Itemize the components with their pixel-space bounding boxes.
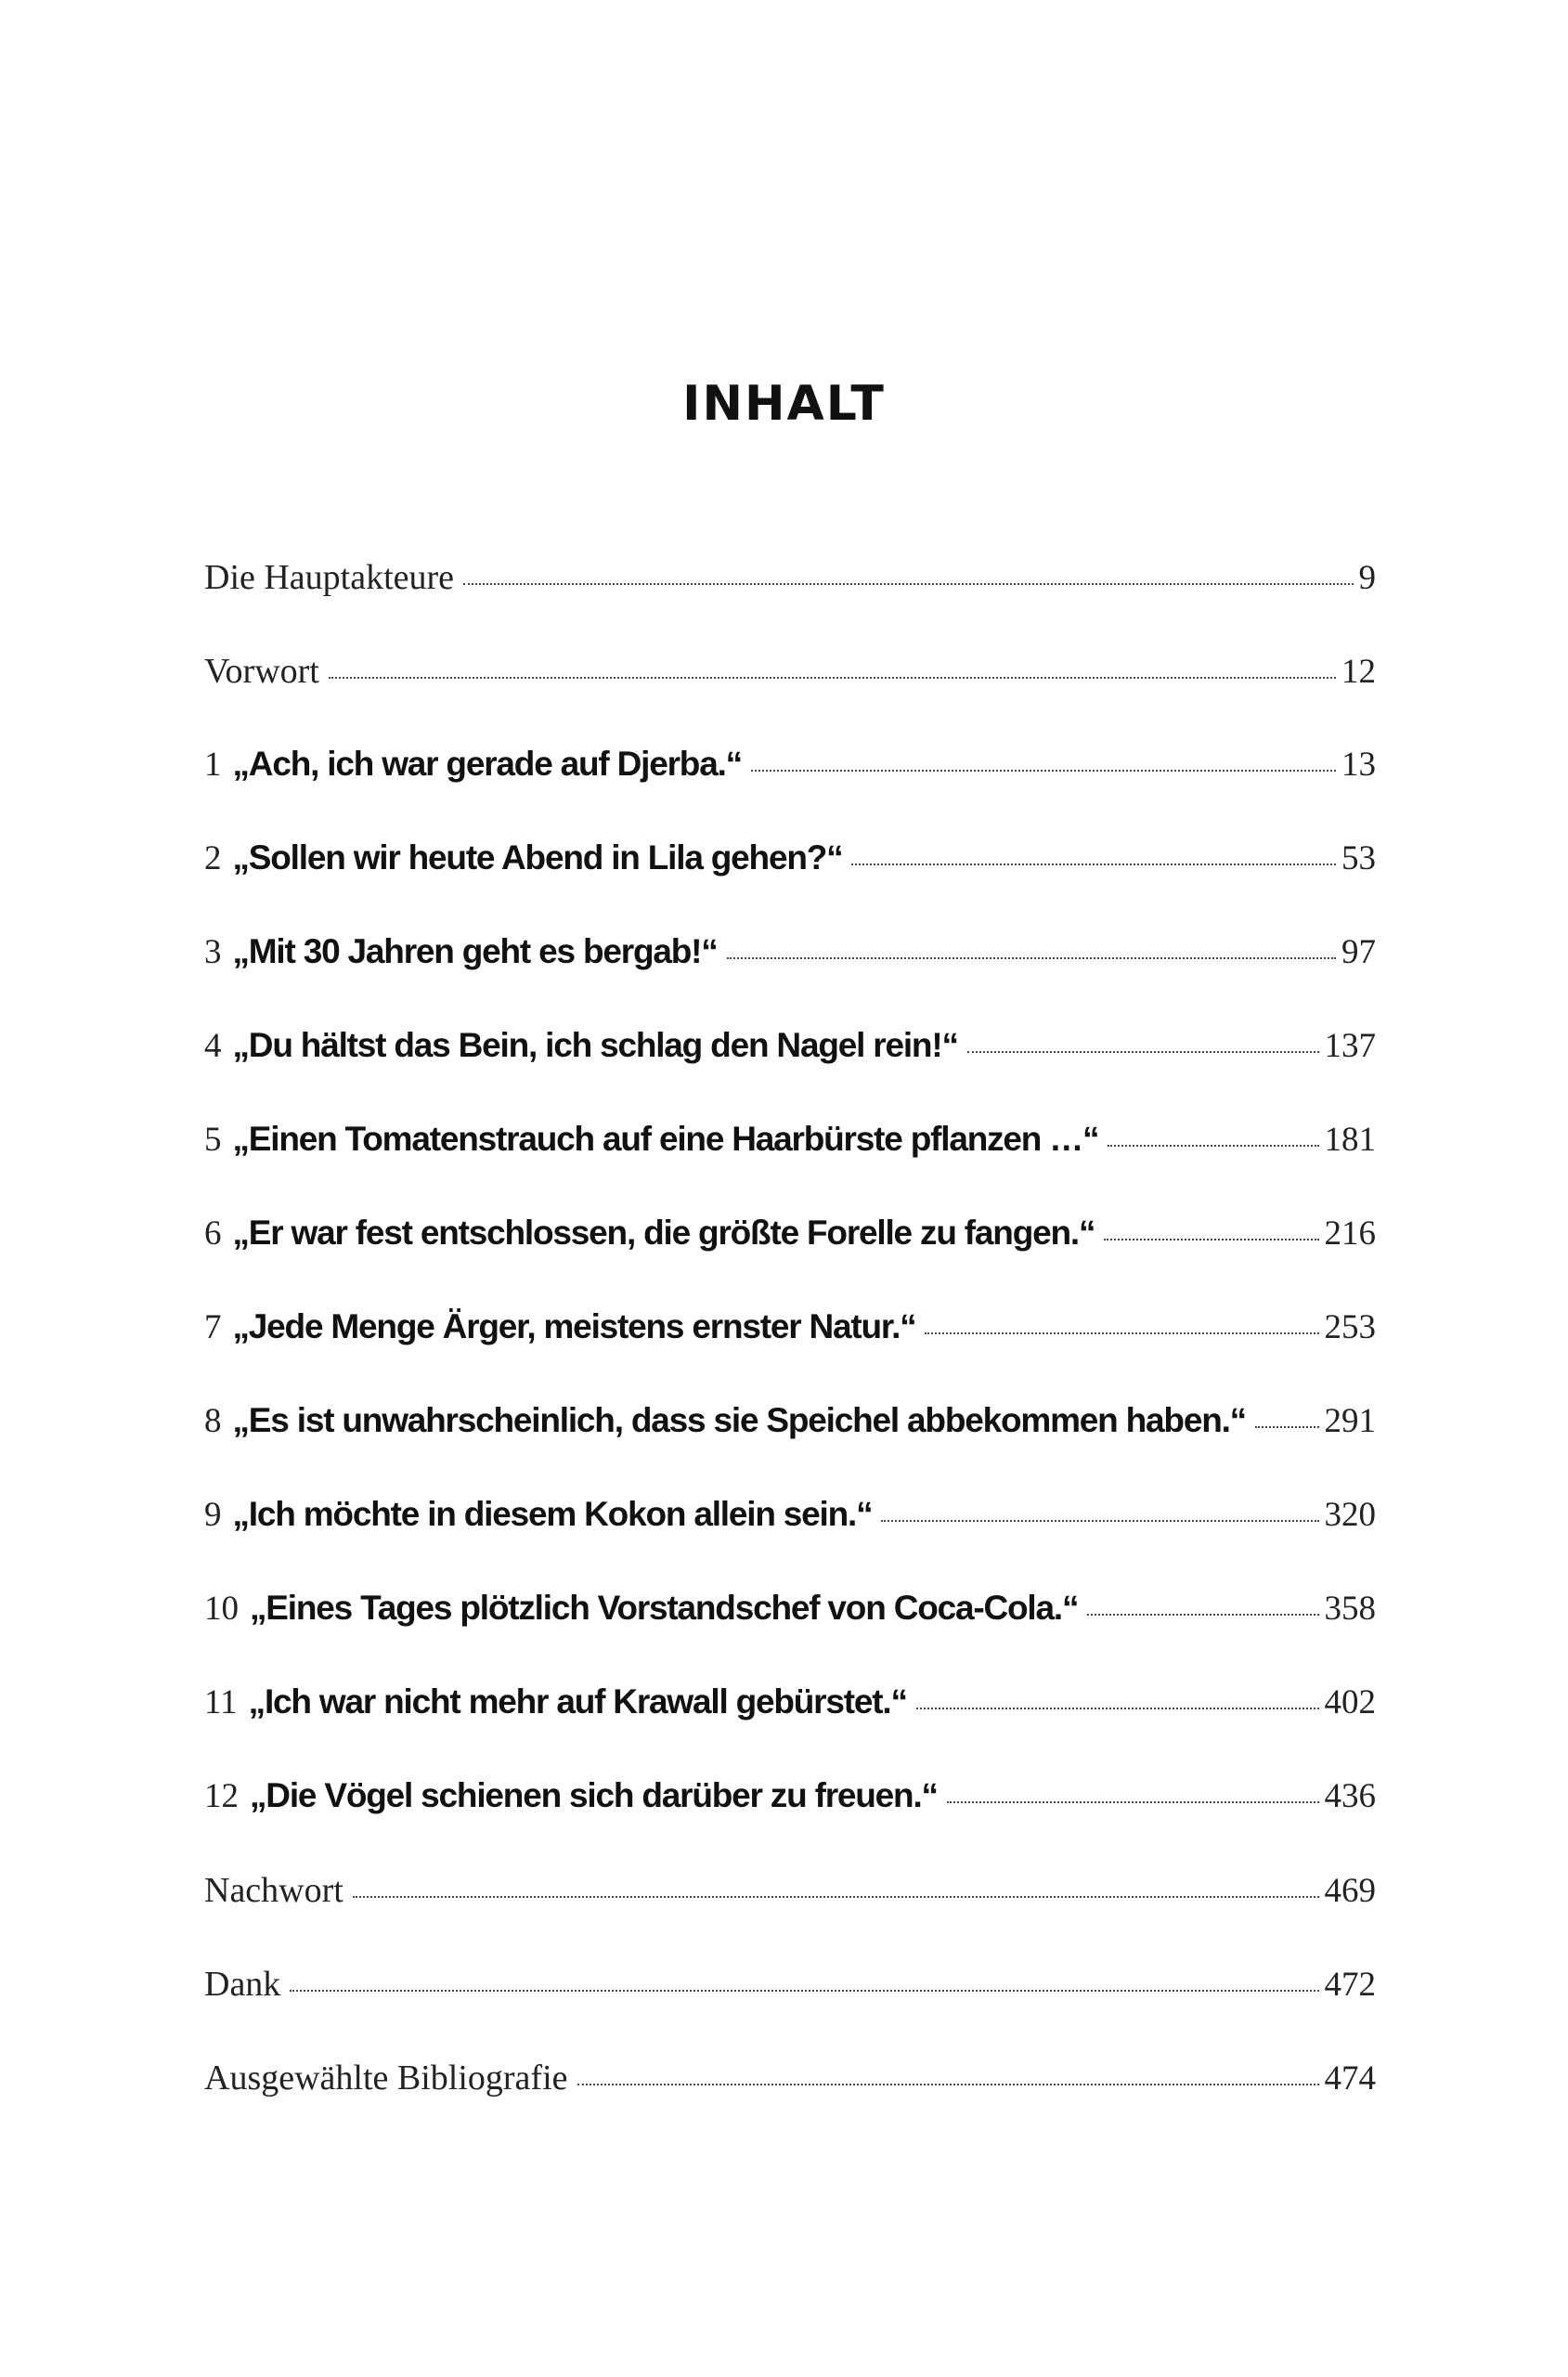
toc-entry-label: Die Hauptakteure	[204, 558, 455, 597]
toc-entry-label: „Es ist unwahrscheinlich, dass sie Speichel abbekommen haben.“	[232, 1401, 1246, 1439]
chapter-number: 3	[204, 933, 222, 971]
dot-leader	[881, 1520, 1318, 1522]
dot-leader	[967, 1051, 1319, 1053]
chapter-number: 9	[204, 1496, 222, 1534]
toc-entry-chapter-6[interactable]	[204, 1214, 1376, 1307]
toc-page-number: 402	[1324, 1683, 1376, 1721]
toc-page-number: 469	[1324, 1872, 1376, 1910]
toc-entry-dank[interactable]	[204, 1964, 1376, 2058]
toc-page-number: 320	[1324, 1496, 1376, 1534]
chapter-number: 2	[204, 839, 222, 877]
chapter-number: 1	[204, 746, 222, 784]
toc-page-number: 181	[1324, 1121, 1376, 1159]
chapter-number: 5	[204, 1121, 222, 1159]
dot-leader	[1108, 1145, 1318, 1147]
dot-leader	[353, 1896, 1319, 1898]
toc-entry-label: „Die Vögel schienen sich darüber zu freuen.“	[250, 1776, 938, 1814]
dot-leader	[916, 1708, 1319, 1709]
toc-entry-chapter-2[interactable]	[204, 838, 1376, 932]
dot-leader	[1104, 1239, 1318, 1240]
toc-entry-chapter-5[interactable]	[204, 1120, 1376, 1214]
toc-entry-label: „Du hältst das Bein, ich schlag den Nagel rein!“	[232, 1026, 958, 1064]
toc-entry-vorwort[interactable]	[204, 651, 1376, 745]
dot-leader	[577, 2084, 1319, 2085]
dot-leader	[1087, 1614, 1318, 1616]
dot-leader	[329, 677, 1336, 679]
toc-page-number: 291	[1324, 1402, 1376, 1440]
dot-leader	[925, 1332, 1318, 1334]
toc-entry-label: „Einen Tomatenstrauch auf eine Haarbürste pflanzen …“	[232, 1120, 1099, 1158]
dot-leader	[851, 864, 1336, 865]
toc-page-number: 53	[1341, 839, 1376, 877]
toc-entry-label: „Sollen wir heute Abend in Lila gehen?“	[232, 838, 843, 877]
toc-page-number: 436	[1324, 1777, 1376, 1815]
toc-entry-label: „Jede Menge Ärger, meistens ernster Natur.“	[232, 1307, 916, 1345]
chapter-number: 10	[204, 1590, 239, 1628]
toc-page-number: 97	[1341, 933, 1376, 971]
toc-entry-hauptakteure[interactable]	[204, 557, 1376, 651]
toc-entry-chapter-9[interactable]	[204, 1495, 1376, 1589]
toc-page-number: 12	[1341, 653, 1376, 691]
toc-entry-label: „Er war fest entschlossen, die größte Forelle zu fangen.“	[232, 1214, 1095, 1252]
page-title: INHALT	[682, 376, 886, 432]
dot-leader	[1255, 1426, 1319, 1428]
toc-page-number: 474	[1324, 2059, 1376, 2098]
toc-entry-chapter-7[interactable]	[204, 1307, 1376, 1401]
toc-entry-chapter-10[interactable]	[204, 1589, 1376, 1682]
toc-page-number: 253	[1324, 1308, 1376, 1346]
chapter-number: 11	[204, 1683, 238, 1721]
toc-entry-chapter-8[interactable]	[204, 1401, 1376, 1495]
toc-page-number: 9	[1358, 559, 1376, 597]
toc-entry-label: „Ich war nicht mehr auf Krawall gebürstet.“	[248, 1682, 907, 1721]
toc-entry-chapter-12[interactable]	[204, 1776, 1376, 1870]
toc-entry-label: „Ich möchte in diesem Kokon allein sein.“	[232, 1495, 873, 1533]
toc-entry-chapter-4[interactable]	[204, 1026, 1376, 1120]
toc-entry-label: Nachwort	[204, 1871, 343, 1910]
toc-entry-label: Ausgewählte Bibliografie	[204, 2059, 568, 2098]
toc-page-number: 472	[1324, 1966, 1376, 2004]
toc-entry-chapter-3[interactable]	[204, 932, 1376, 1026]
toc-entry-label: Dank	[204, 1965, 281, 2004]
dot-leader	[947, 1801, 1319, 1803]
toc-entry-bibliografie[interactable]	[204, 2058, 1376, 2151]
dot-leader	[727, 957, 1336, 959]
chapter-number: 12	[204, 1777, 239, 1815]
chapter-number: 4	[204, 1027, 222, 1065]
toc-page-number: 137	[1324, 1027, 1376, 1065]
toc-entry-label: „Ach, ich war gerade auf Djerba.“	[232, 745, 742, 783]
toc-entry-chapter-1[interactable]	[204, 745, 1376, 838]
toc-page-number: 358	[1324, 1590, 1376, 1628]
chapter-number: 8	[204, 1402, 222, 1440]
table-of-contents	[204, 557, 1376, 2151]
toc-entry-label: Vorwort	[204, 652, 319, 691]
toc-entry-label: „Eines Tages plötzlich Vorstandschef von Coca-Cola.“	[250, 1589, 1079, 1627]
toc-page-number: 216	[1324, 1214, 1376, 1253]
chapter-number: 6	[204, 1214, 222, 1253]
dot-leader	[290, 1990, 1318, 1992]
toc-entry-chapter-11[interactable]	[204, 1682, 1376, 1776]
chapter-number: 7	[204, 1308, 222, 1346]
dot-leader	[463, 583, 1353, 585]
dot-leader	[751, 770, 1336, 772]
toc-page-number: 13	[1341, 746, 1376, 784]
toc-entry-nachwort[interactable]	[204, 1870, 1376, 1964]
toc-entry-label: „Mit 30 Jahren geht es bergab!“	[232, 932, 718, 970]
